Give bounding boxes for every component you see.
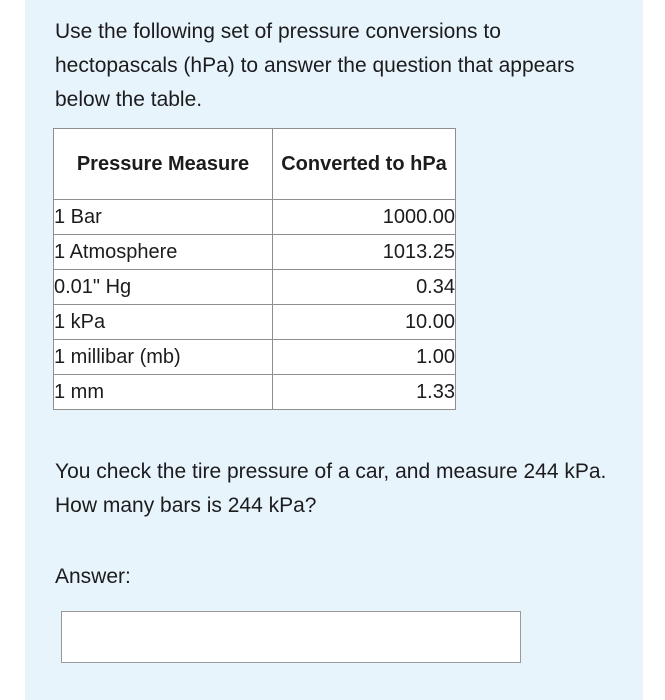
row-value: 1.33	[273, 375, 456, 410]
row-measure: 1 kPa	[54, 305, 273, 340]
row-measure: 0.01" Hg	[54, 270, 273, 305]
table-row	[54, 200, 456, 235]
table-row	[54, 375, 456, 410]
row-value: 1.00	[273, 340, 456, 375]
row-value: 0.34	[273, 270, 456, 305]
question-panel	[25, 0, 643, 700]
row-measure: 1 millibar (mb)	[54, 340, 273, 375]
header-converted-to-hpa: Converted to hPa	[273, 129, 456, 200]
answer-label: Answer:	[55, 565, 131, 588]
row-measure: 1 mm	[54, 375, 273, 410]
table-row	[54, 235, 456, 270]
row-measure: 1 Atmosphere	[54, 235, 273, 270]
row-value: 10.00	[273, 305, 456, 340]
row-value: 1000.00	[273, 200, 456, 235]
table-row	[54, 340, 456, 375]
intro-text: Use the following set of pressure conversions to hectopascals (hPa) to answer the question that appears below the table.	[55, 20, 575, 111]
table-header-row	[54, 129, 456, 200]
header-pressure-measure: Pressure Measure	[54, 129, 273, 200]
answer-input[interactable]	[61, 611, 521, 663]
table-row	[54, 270, 456, 305]
row-measure: 1 Bar	[54, 200, 273, 235]
question-text: You check the tire pressure of a car, and measure 244 kPa. How many bars is 244 kPa?	[55, 460, 607, 517]
conversion-table	[53, 128, 456, 410]
row-value: 1013.25	[273, 235, 456, 270]
table-row	[54, 305, 456, 340]
